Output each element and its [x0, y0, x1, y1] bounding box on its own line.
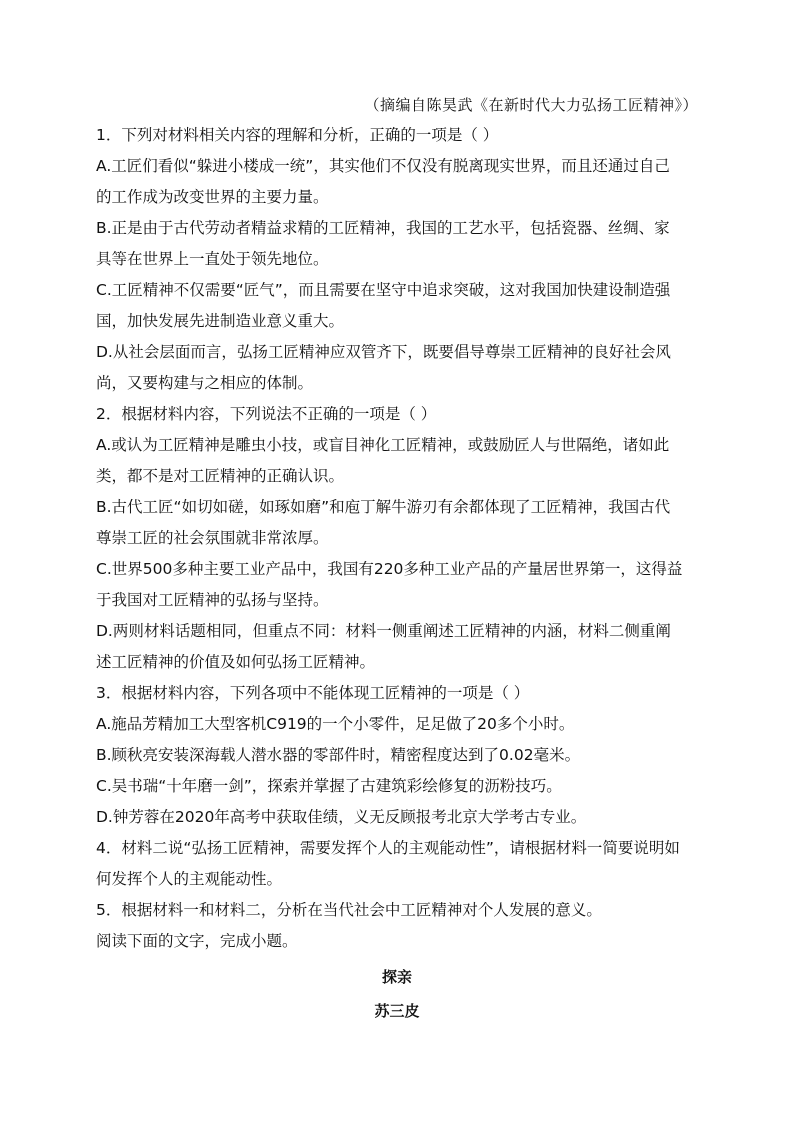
story-title: 探亲 [381, 968, 412, 986]
text-line: A.施品芳精加工大型客机C919的一个小零件，足足做了20多个小时。 [96, 715, 575, 733]
text-line: C.世界500多种主要工业产品中，我国有220多种工业产品的产量居世界第一，这得益 [96, 560, 683, 578]
text-line: 2．根据材料内容，下列说法不正确的一项是（ ） [96, 405, 437, 423]
text-line: 的工作成为改变世界的主要力量。 [96, 188, 329, 206]
text-line: A.工匠们看似“躲进小楼成一统”，其实他们不仅没有脱离现实世界，而且还通过自己 [96, 157, 670, 175]
text-line: B.顾秋亮安装深海载人潜水器的零部件时，精密程度达到了0.02毫米。 [96, 746, 581, 764]
text-line: 何发挥个人的主观能动性。 [96, 870, 283, 888]
text-line: 4．材料二说“弘扬工匠精神，需要发挥个人的主观能动性”，请根据材料一简要说明如 [96, 839, 680, 857]
text-line: B.正是由于古代劳动者精益求精的工匠精神，我国的工艺水平，包括瓷器、丝绸、家 [96, 219, 670, 237]
text-line: C.吴书瑞“十年磨一剑”，探索并掌握了古建筑彩绘修复的沥粉技巧。 [96, 777, 562, 795]
text-line: 1．下列对材料相关内容的理解和分析，正确的一项是（ ） [96, 126, 499, 144]
text-line: 国，加快发展先进制造业意义重大。 [96, 312, 345, 330]
source-citation: （摘编自陈昊武《在新时代大力弘扬工匠精神》） [364, 96, 698, 114]
text-line: 5．根据材料一和材料二，分析在当代社会中工匠精神对个人发展的意义。 [96, 901, 602, 919]
text-line: 述工匠精神的价值及如何弘扬工匠精神。 [96, 653, 376, 671]
text-line: C.工匠精神不仅需要“匠气”，而且需要在坚守中追求突破，这对我国加快建设制造强 [96, 281, 671, 299]
text-line: 于我国对工匠精神的弘扬与坚持。 [96, 591, 329, 609]
story-author: 苏三皮 [374, 1002, 420, 1020]
text-line: 类，都不是对工匠精神的正确认识。 [96, 467, 345, 485]
text-line: A.或认为工匠精神是雕虫小技，或盲目神化工匠精神，或鼓励匠人与世隔绝，诸如此 [96, 436, 670, 454]
text-line: 尚，又要构建与之相应的体制。 [96, 374, 314, 392]
text-line: 尊崇工匠的社会氛围就非常浓厚。 [96, 529, 329, 547]
text-line: D.从社会层面而言，弘扬工匠精神应双管齐下，既要倡导尊崇工匠精神的良好社会风 [96, 343, 671, 361]
text-line: 阅读下面的文字，完成小题。 [96, 932, 298, 950]
text-line: D.两则材料话题相同，但重点不同：材料一侧重阐述工匠精神的内涵，材料二侧重阐 [96, 622, 671, 640]
question-text-block [96, 120, 696, 957]
text-line: D.钟芳蓉在2020年高考中获取佳绩，义无反顾报考北京大学考古专业。 [96, 808, 587, 826]
text-line: B.古代工匠“如切如磋，如琢如磨”和庖丁解牛游刃有余都体现了工匠精神，我国古代 [96, 498, 671, 516]
text-line: 3．根据材料内容，下列各项中不能体现工匠精神的一项是（ ） [96, 684, 530, 702]
text-line: 具等在世界上一直处于领先地位。 [96, 250, 329, 268]
